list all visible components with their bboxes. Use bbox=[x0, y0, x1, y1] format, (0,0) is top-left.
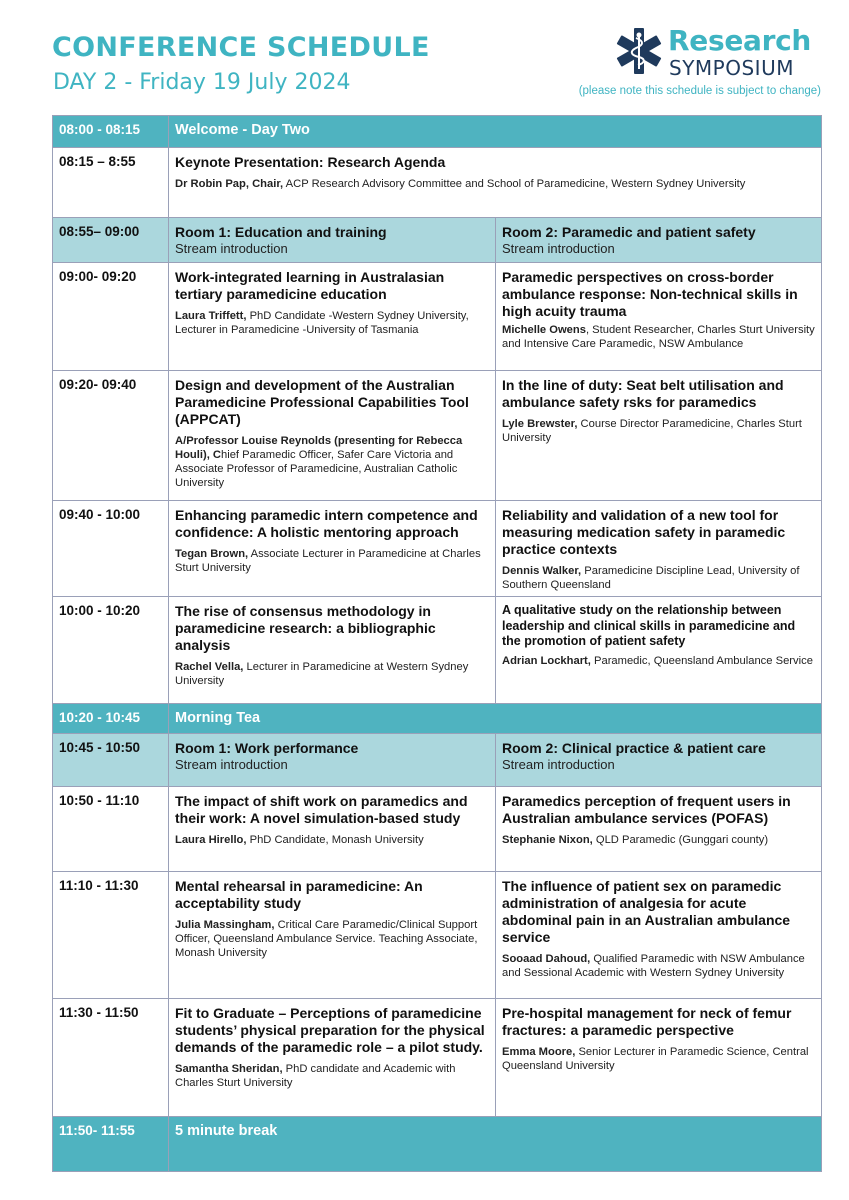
speaker: Laura Triffett, PhD Candidate -Western Sydney University, Lecturer in Paramedicine -University of Tasmania bbox=[175, 310, 469, 336]
star-of-life-icon bbox=[614, 26, 664, 76]
time-cell: 10:45 - 10:50 bbox=[53, 734, 169, 787]
stream-cell: Room 1: Work performance Stream introduction bbox=[169, 734, 496, 787]
speaker: Tegan Brown, Associate Lecturer in Paramedicine at Charles Sturt University bbox=[175, 548, 481, 574]
time-cell: 10:20 - 10:45 bbox=[53, 704, 169, 734]
table-row bbox=[53, 734, 822, 787]
session-cell: Paramedic perspectives on cross-border ambulance response: Non-technical skills in high acuity trauma Michelle Owens, Student Researcher, Charles Sturt University and Intensive Care Paramedic, NSW Ambulance bbox=[496, 263, 822, 371]
session-cell: The influence of patient sex on paramedic administration of analgesia for acute abdominal pain in an Australian ambulance service Sooaad Dahoud, Qualified Paramedic with NSW Ambulance and Sessional Academic with Western Sydney University bbox=[496, 872, 822, 999]
speaker: Sooaad Dahoud, Qualified Paramedic with NSW Ambulance and Sessional Academic with Western Sydney University bbox=[502, 953, 805, 979]
speaker: Dennis Walker, Paramedicine Discipline Lead, University of Southern Queensland bbox=[502, 565, 800, 591]
speaker: Emma Moore, Senior Lecturer in Paramedic Science, Central Queensland University bbox=[502, 1046, 809, 1072]
session-cell: Reliability and validation of a new tool for measuring medication safety in paramedic practice contexts Dennis Walker, Paramedicine Discipline Lead, University of Southern Queensland bbox=[496, 501, 822, 597]
table-row bbox=[53, 597, 822, 704]
time-cell: 08:55– 09:00 bbox=[53, 218, 169, 263]
table-row bbox=[53, 371, 822, 501]
session-cell bbox=[169, 148, 822, 218]
table-row bbox=[53, 704, 822, 734]
session-cell: The rise of consensus methodology in paramedicine research: a bibliographic analysis Rachel Vella, Lecturer in Paramedicine at Western Sydney University bbox=[169, 597, 496, 704]
speaker: Laura Hirello, PhD Candidate, Monash University bbox=[175, 834, 424, 846]
session-cell: Enhancing paramedic intern competence and confidence: A holistic mentoring approach Tegan Brown, Associate Lecturer in Paramedicine at Charles Sturt University bbox=[169, 501, 496, 597]
session-cell: Design and development of the Australian Paramedicine Professional Capabilities Tool (APPCAT) A/Professor Louise Reynolds (presenting for Rebecca Houli), Chief Paramedic Officer, Safer Care Victoria and Associate Professor of Paramedicine, Australian Catholic University bbox=[169, 371, 496, 501]
session-cell bbox=[169, 116, 822, 148]
schedule-table bbox=[52, 115, 822, 1172]
speaker: Dr Robin Pap, Chair, ACP Research Advisory Committee and School of Paramedicine, Western Sydney University bbox=[175, 178, 746, 190]
speaker: Stephanie Nixon, QLD Paramedic (Gunggari county) bbox=[502, 834, 769, 846]
page-title: CONFERENCE SCHEDULE bbox=[52, 32, 430, 63]
speaker: Julia Massingham, Critical Care Paramedic/Clinical Support Officer, Queensland Ambulance Service. Teaching Associate, Monash University bbox=[175, 919, 478, 959]
table-row bbox=[53, 263, 822, 371]
time-cell: 11:30 - 11:50 bbox=[53, 999, 169, 1117]
logo-symposium-text: SYMPOSIUM bbox=[669, 56, 794, 80]
time-cell: 09:20- 09:40 bbox=[53, 371, 169, 501]
table-row bbox=[53, 787, 822, 872]
page-header bbox=[0, 0, 849, 115]
table-row bbox=[53, 999, 822, 1117]
session-cell: The impact of shift work on paramedics and their work: A novel simulation-based study Laura Hirello, PhD Candidate, Monash University bbox=[169, 787, 496, 872]
time-cell: 08:15 – 8:55 bbox=[53, 148, 169, 218]
session-cell: Work-integrated learning in Australasian tertiary paramedicine education Laura Triffett, PhD Candidate -Western Sydney University, Lecturer in Paramedicine -University of Tasmania bbox=[169, 263, 496, 371]
welcome-title: Welcome - Day Two bbox=[175, 122, 310, 138]
time-cell: 10:50 - 11:10 bbox=[53, 787, 169, 872]
keynote-title: Keynote Presentation: Research Agenda bbox=[175, 154, 446, 170]
session-cell: A qualitative study on the relationship between leadership and clinical skills in paramedicine and the promotion of patient safety Adrian Lockhart, Paramedic, Queensland Ambulance Service bbox=[496, 597, 822, 704]
time-cell: 11:50- 11:55 bbox=[53, 1117, 169, 1172]
logo-research-text: Research bbox=[668, 24, 812, 57]
session-cell: Fit to Graduate – Perceptions of paramedicine students’ physical preparation for the physical demands of the paramedic role – a pilot study. Samantha Sheridan, PhD candidate and Academic with Charles Sturt University bbox=[169, 999, 496, 1117]
table-row bbox=[53, 116, 822, 148]
speaker: A/Professor Louise Reynolds (presenting for Rebecca Houli), Chief Paramedic Officer, Safer Care Victoria and Associate Professor of Paramedicine, Australian Catholic University bbox=[175, 435, 463, 489]
table-row bbox=[53, 148, 822, 218]
stream-cell: Room 2: Paramedic and patient safety Stream introduction bbox=[496, 218, 822, 263]
speaker: Lyle Brewster, Course Director Paramedicine, Charles Sturt University bbox=[502, 418, 802, 444]
speaker: Adrian Lockhart, Paramedic, Queensland Ambulance Service bbox=[502, 654, 813, 667]
time-cell: 09:40 - 10:00 bbox=[53, 501, 169, 597]
stream-cell: Room 2: Clinical practice & patient care Stream introduction bbox=[496, 734, 822, 787]
speaker: Samantha Sheridan, PhD candidate and Academic with Charles Sturt University bbox=[175, 1063, 456, 1089]
session-cell: In the line of duty: Seat belt utilisation and ambulance safety rsks for paramedics Lyle Brewster, Course Director Paramedicine, Charles Sturt University bbox=[496, 371, 822, 501]
time-cell: 08:00 - 08:15 bbox=[53, 116, 169, 148]
symposium-logo bbox=[614, 26, 824, 80]
page-subtitle: DAY 2 - Friday 19 July 2024 bbox=[53, 70, 351, 95]
table-row bbox=[53, 1117, 822, 1172]
speaker: Michelle Owens, Student Researcher, Charles Sturt University and Intensive Care Paramedic, NSW Ambulance bbox=[502, 324, 815, 350]
table-row bbox=[53, 218, 822, 263]
speaker: Rachel Vella, Lecturer in Paramedicine at Western Sydney University bbox=[175, 661, 469, 687]
session-cell bbox=[169, 704, 822, 734]
schedule-note: (please note this schedule is subject to change) bbox=[578, 85, 821, 97]
time-cell: 09:00- 09:20 bbox=[53, 263, 169, 371]
table-row bbox=[53, 501, 822, 597]
session-cell: Paramedics perception of frequent users in Australian ambulance services (POFAS) Stephanie Nixon, QLD Paramedic (Gunggari county) bbox=[496, 787, 822, 872]
table-row bbox=[53, 872, 822, 999]
morning-tea-title: Morning Tea bbox=[175, 710, 261, 726]
time-cell: 10:00 - 10:20 bbox=[53, 597, 169, 704]
stream-cell: Room 1: Education and training Stream introduction bbox=[169, 218, 496, 263]
session-cell: Pre-hospital management for neck of femur fractures: a paramedic perspective Emma Moore, Senior Lecturer in Paramedic Science, Central Queensland University bbox=[496, 999, 822, 1117]
time-cell: 11:10 - 11:30 bbox=[53, 872, 169, 999]
session-cell bbox=[169, 1117, 822, 1172]
break-title: 5 minute break bbox=[175, 1123, 278, 1139]
session-cell: Mental rehearsal in paramedicine: An acceptability study Julia Massingham, Critical Care Paramedic/Clinical Support Officer, Queensland Ambulance Service. Teaching Associate, Monash University bbox=[169, 872, 496, 999]
